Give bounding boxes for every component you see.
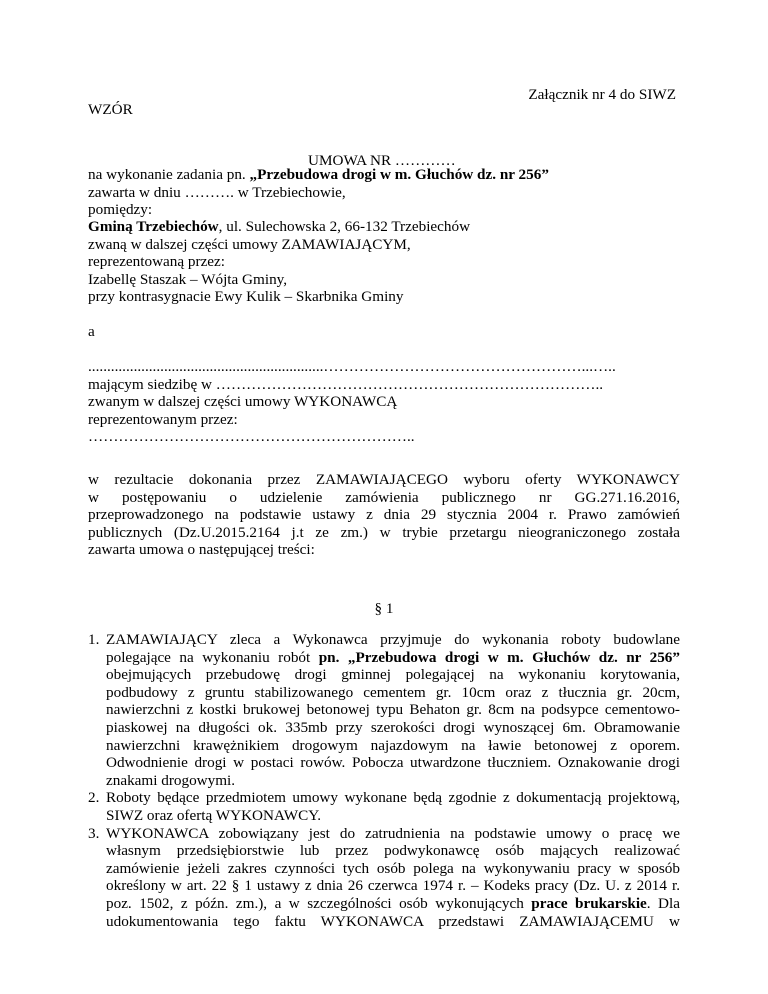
intro-line-3: pomiędzy:	[88, 201, 153, 219]
template-label: WZÓR	[88, 101, 133, 118]
preamble-line: przeprowadzonego na podstawie ustawy z dnia 29 stycznia 2004 r. Prawo zamówień	[88, 506, 680, 524]
task-name-bold: pn. „Przebudowa drogi w m. Głuchów dz. nr 256”	[318, 648, 680, 666]
clause-text: Roboty będące przedmiotem umowy wykonane będą zgodnie z dokumentacją projektową, SIWZ oraz ofertą WYKONAWCY.	[106, 789, 680, 824]
contractor-block	[88, 358, 616, 446]
client-block	[88, 218, 470, 306]
clause-number: 1.	[88, 631, 100, 648]
preamble-line: w rezultacie dokonania przez ZAMAWIAJĄCEGO wyboru oferty WYKONAWCY	[88, 471, 680, 488]
conjunction: a	[88, 323, 95, 340]
contractor-line-5: ………………………………………………………..	[88, 428, 415, 446]
clause-item	[88, 789, 680, 824]
client-line-2: zwaną w dalszej części umowy ZAMAWIAJĄCYM,	[88, 235, 411, 253]
section-title: § 1	[374, 600, 394, 617]
preamble-line: zawarta umowa o następującej treści:	[88, 541, 315, 559]
contractor-line-1: ..............................................................……………………………………………...…..	[88, 358, 616, 375]
preamble-line: w postępowaniu o udzielenie zamówienia publicznego nr GG.271.16.2016,	[88, 488, 680, 506]
clause-item	[88, 631, 680, 789]
contractor-line-2: mającym siedzibę w …………………………………………………………………..	[88, 375, 604, 393]
task-name: „Przebudowa drogi w m. Głuchów dz. nr 256”	[249, 166, 549, 183]
clause-text: ZAMAWIAJĄCY zleca a Wykonawca przyjmuje do wykonania roboty budowlane polegające na wykonaniu robót pn. „Przebudowa drogi w m. Głuchów dz. nr 256” obejmujących przebudowę drogi gminnej polegającej na wykonaniu korytowania, podbudowy z gruntu stabilizowanego cementem gr. 10cm oraz z tłucznia gr. 20cm, nawierzchni z kostki brukowej betonowej typu Behaton gr. 8cm na podsypce cementowo- piaskowej na długości ok. 335mb przy szerokości drogi wynoszącej 6m. Obramowanie nawierzchni krawężnikiem drogowym najazdowym na ławie betonowej z oporem. Odwodnienie drogi w postaci rowów. Pobocza utwardzone tłuczniem. Oznakowanie drogi znakami drogowymi.	[106, 631, 680, 789]
bold-phrase: prace brukarskie	[531, 894, 647, 912]
contractor-line-4: reprezentowanym przez:	[88, 410, 238, 428]
preamble-line: publicznych (Dz.U.2015.2164 j.t ze zm.) w trybie przetargu nieograniczonego została	[88, 523, 680, 541]
contract-number: UMOWA NR …………	[308, 152, 456, 169]
client-name: Gminą Trzebiechów	[88, 218, 219, 235]
client-line-3: reprezentowaną przez:	[88, 253, 226, 271]
preamble	[88, 471, 680, 559]
clause-list	[88, 631, 680, 930]
intro-line-2: zawarta w dniu ………. w Trzebiechowie,	[88, 183, 346, 201]
intro-line-1: na wykonanie zadania pn. „Przebudowa drogi w m. Głuchów dz. nr 256”	[88, 166, 549, 183]
contractor-line-3: zwanym w dalszej części umowy WYKONAWCĄ	[88, 393, 398, 411]
client-line-4: Izabellę Staszak – Wójta Gminy,	[88, 270, 288, 288]
clause-item	[88, 825, 680, 931]
client-line-1: Gminą Trzebiechów, ul. Sulechowska 2, 66-132 Trzebiechów	[88, 218, 471, 235]
clause-number: 2.	[88, 789, 100, 807]
intro-block	[88, 166, 549, 219]
clause-text: WYKONAWCA zobowiązany jest do zatrudnienia na podstawie umowy o pracę we własnym przedsiębiorstwie lub przez podwykonawcę osób mających realizować zamówienie jeżeli zakres czynności tych osób polega na wykonywaniu pracy w sposób określony w art. 22 § 1 ustawy z dnia 26 czerwca 1974 r. – Kodeks pracy (Dz. U. z 2014 r. poz. 1502, z późn. zm.), a w szczególności osób wykonujących prace brukarskie. Dla udokumentowania tego faktu WYKONAWCA przedstawi ZAMAWIAJĄCEMU w	[106, 824, 680, 930]
client-line-5: przy kontrasygnacie Ewy Kulik – Skarbnika Gminy	[88, 288, 404, 306]
clause-number: 3.	[88, 824, 100, 842]
attachment-label: Załącznik nr 4 do SIWZ	[528, 86, 676, 103]
